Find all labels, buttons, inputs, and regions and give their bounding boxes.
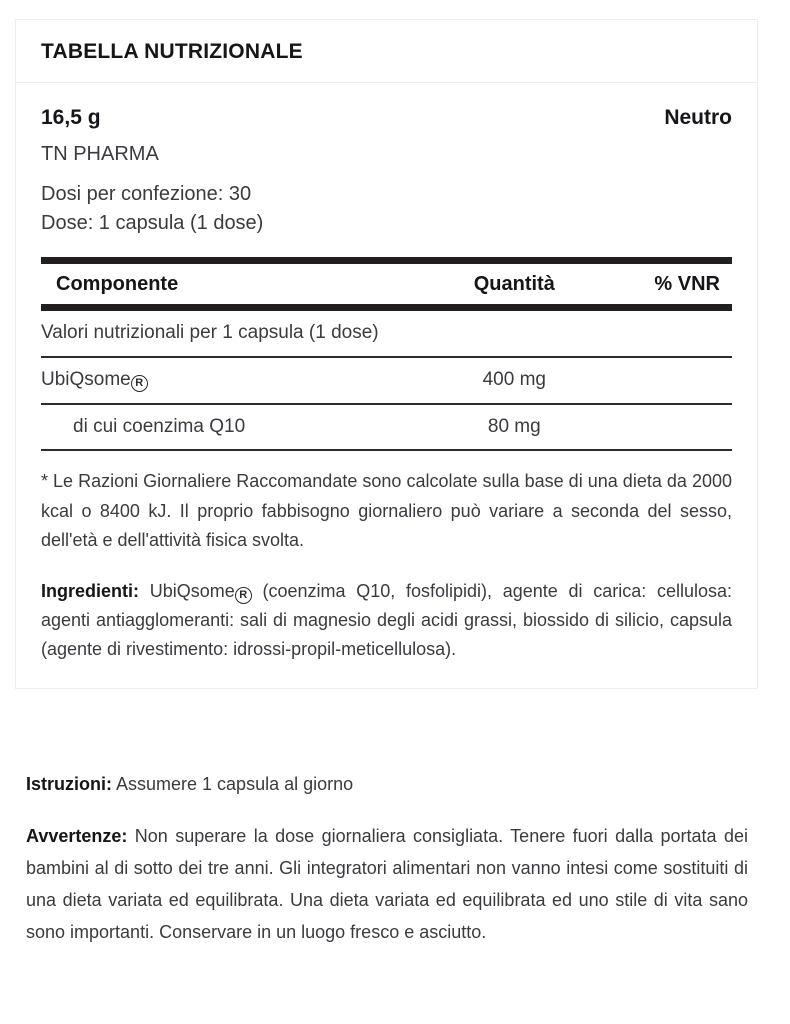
nutrition-table-card [15,19,758,689]
rda-footnote: * Le Razioni Giornaliere Raccomandate sono calcolate sulla base di una dieta da 2000 kcal o 8400 kJ. Il proprio fabbisogno giornaliero può variare a seconda del sesso, dell'età e dell'attività fisica svolta. [41,471,732,550]
product-flavour: Neutro [664,106,732,130]
ingredients-paragraph [41,577,732,664]
table-row [41,357,732,404]
column-header-quantity: Quantità [428,261,601,308]
warnings-label: Avvertenze: [26,825,128,846]
table-row [41,308,732,357]
nutrition-table-wrapper [41,257,732,451]
card-header [16,20,757,83]
product-weight: 16,5 g [41,106,101,130]
ingredients-label: Ingredienti: [41,580,139,601]
nutrition-table-head [41,261,732,308]
cell-vnr [601,308,732,357]
card-body [16,83,757,688]
registered-trademark-icon: R [235,587,252,604]
column-header-component: Componente [41,261,428,308]
page-title: TABELLA NUTRIZIONALE [41,40,303,63]
warnings-paragraph [26,820,748,948]
cell-vnr [601,357,732,404]
warnings-text: Non superare la dose giornaliera consigliata. Tenere fuori dalla portata dei bambini al di sotto dei tre anni. Gli integratori alimentari non vanno intesi come sostituiti di una dieta variata ed equilibrata. Una dieta variata ed equilibrata ed uno stile di vita sano sono importanti. Conservare in un luogo fresco e asciutto. [26,825,748,942]
table-row [41,404,732,451]
cell-quantity: 400 mg [428,357,601,404]
cell-quantity [428,308,601,357]
instructions-text: Assumere 1 capsula al giorno [112,774,354,794]
registered-trademark-icon: R [131,375,148,392]
usage-and-warnings-section [26,770,748,948]
cell-component [41,308,428,357]
cell-vnr [601,404,732,451]
nutrition-table [41,257,732,451]
ingredients-text-before-mark: UbiQsome [139,580,235,601]
servings-per-container: Dosi per confezione: 30 [41,183,252,206]
serving-size: Dose: 1 capsula (1 dose) [41,212,264,235]
product-summary-header [41,105,732,130]
product-brand: TN PHARMA [41,143,159,166]
product-serving-info [41,180,732,238]
ingredients-text-after-mark: (coenzima Q10, fosfolipidi), agente di carica: cellulosa: agenti antiagglomeranti: sali di magnesio degli acidi grassi, biossido di silicio, capsula (agente di rivestimento: idrossi-propil-meticellulosa). [41,580,732,660]
instructions-label: Istruzioni: [26,774,112,794]
nutrition-table-body [41,308,732,451]
cell-quantity: 80 mg [428,404,601,451]
component-label: UbiQsome [41,368,131,390]
column-header-vnr: % VNR [601,261,732,308]
instructions-paragraph [26,770,748,799]
component-label: Valori nutrizionali per 1 capsula (1 dose) [41,322,379,344]
table-header-row [41,261,732,308]
cell-component [41,404,428,451]
component-label: di cui coenzima Q10 [73,415,246,437]
cell-component [41,357,428,404]
